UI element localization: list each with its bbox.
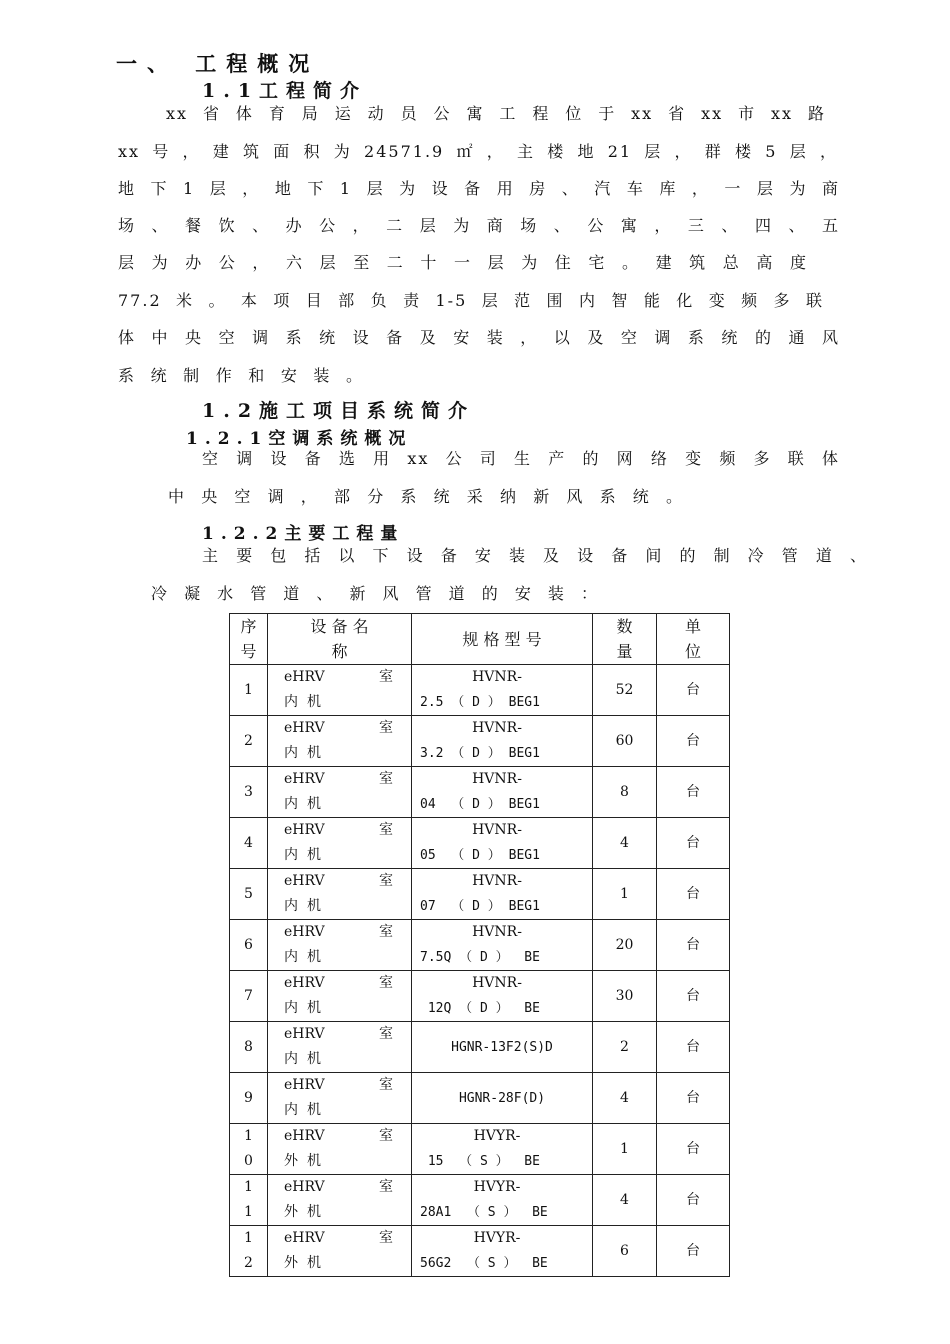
row-number-part: 1 (244, 1179, 253, 1195)
cell-no (230, 971, 268, 1022)
table-row (230, 1175, 730, 1226)
cell-name (268, 1124, 412, 1175)
table-row (230, 920, 730, 971)
device-kind-char: 室 (379, 1230, 393, 1246)
spec-model-suffix: 56G2 （ S ） BE (420, 1256, 548, 1271)
cell-spec (412, 716, 593, 767)
cell-no (230, 1175, 268, 1226)
cell-qty: 6 (593, 1226, 657, 1277)
header-spec: 规 格 型 号 (412, 614, 593, 665)
cell-unit: 台 (657, 716, 730, 767)
device-kind: 内机 (284, 898, 330, 914)
device-brand: eHRV (284, 1026, 325, 1042)
cell-name (268, 1175, 412, 1226)
device-kind: 内机 (284, 796, 330, 812)
device-kind: 外机 (284, 1153, 330, 1169)
intro-line: 77.2米。本项目部负责1-5层范围内智能化变频多联 (118, 291, 824, 310)
device-kind: 内机 (284, 949, 330, 965)
cell-qty: 2 (593, 1022, 657, 1073)
cell-spec (412, 818, 593, 869)
cell-spec (412, 1022, 593, 1073)
table-header-row (230, 614, 730, 665)
heading-construction-systems: 1.2施工项目系统简介 (202, 400, 476, 422)
table-row (230, 767, 730, 818)
intro-line: 层为办公，六层至二十一层为住宅。建筑总高度 (118, 253, 808, 272)
intro-line: 地下1层，地下1层为设备用房、汽车库，一层为商 (118, 179, 840, 198)
device-kind: 内机 (284, 1102, 330, 1118)
cell-unit: 台 (657, 971, 730, 1022)
device-kind: 内机 (284, 745, 330, 761)
spec-model-suffix: 7.5Q （ D ） BE (420, 950, 540, 965)
device-kind-char: 室 (379, 669, 393, 685)
ac-overview-line: 中央空调，部分系统采纳新风系统。 (168, 487, 684, 506)
device-kind: 外机 (284, 1255, 330, 1271)
spec-model-prefix: HVNR- (472, 975, 522, 991)
heading-project-intro: 1.1工程简介 (202, 80, 368, 102)
cell-spec (412, 767, 593, 818)
spec-model-suffix: 3.2 （ D ） BEG1 (420, 746, 540, 761)
cell-qty: 4 (593, 818, 657, 869)
device-brand: eHRV (284, 720, 325, 736)
cell-no (230, 920, 268, 971)
spec-model-suffix: 05 （ D ） BEG1 (420, 848, 540, 863)
cell-no (230, 1073, 268, 1124)
device-kind: 内机 (284, 847, 330, 863)
cell-spec (412, 665, 593, 716)
cell-qty: 60 (593, 716, 657, 767)
spec-model-prefix: HVNR- (472, 669, 522, 685)
spec-model-suffix: 2.5 （ D ） BEG1 (420, 695, 540, 710)
heading-ac-system-overview: 1.2.1空调系统概况 (186, 429, 413, 449)
table-row (230, 971, 730, 1022)
cell-name (268, 1022, 412, 1073)
row-number-part: 2 (244, 1255, 253, 1271)
row-number-part: 0 (244, 1153, 253, 1169)
spec-model-suffix: 15 （ S ） BE (420, 1154, 540, 1169)
device-kind-char: 室 (379, 771, 393, 787)
cell-qty: 52 (593, 665, 657, 716)
table-row (230, 1022, 730, 1073)
spec-model-prefix: HVNR- (472, 720, 522, 736)
cell-name (268, 767, 412, 818)
cell-unit: 台 (657, 1073, 730, 1124)
table-row (230, 716, 730, 767)
cell-no (230, 869, 268, 920)
row-number-part: 1 (244, 1230, 253, 1246)
row-number: 1 (244, 681, 253, 698)
device-brand: eHRV (284, 1230, 325, 1246)
cell-spec (412, 869, 593, 920)
row-number-part: 1 (244, 1128, 253, 1144)
device-kind-char: 室 (379, 822, 393, 838)
table-row (230, 1124, 730, 1175)
device-kind-char: 室 (379, 1026, 393, 1042)
intro-line: 系统制作和安装。 (118, 366, 364, 385)
cell-unit: 台 (657, 1124, 730, 1175)
cell-no (230, 1226, 268, 1277)
table-row (230, 818, 730, 869)
device-brand: eHRV (284, 873, 325, 889)
header-qty: 数 量 (593, 614, 657, 665)
device-kind-char: 室 (379, 720, 393, 736)
cell-name (268, 869, 412, 920)
intro-line: xx省体育局运动员公寓工程位于xx省xx市xx路 (166, 104, 826, 123)
cell-unit: 台 (657, 1226, 730, 1277)
cell-name (268, 1073, 412, 1124)
heading-main-quantities: 1.2.2主要工程量 (202, 524, 405, 544)
cell-name (268, 1226, 412, 1277)
cell-no (230, 716, 268, 767)
cell-name (268, 971, 412, 1022)
device-kind-char: 室 (379, 873, 393, 889)
table-row (230, 1073, 730, 1124)
spec-model-prefix: HVNR- (472, 924, 522, 940)
cell-no (230, 1022, 268, 1073)
device-brand: eHRV (284, 771, 325, 787)
table-body (230, 665, 730, 1277)
row-number: 9 (244, 1089, 253, 1106)
equipment-table (229, 613, 730, 1277)
spec-model-prefix: HVYR- (473, 1230, 521, 1246)
header-unit: 单 位 (657, 614, 730, 665)
cell-unit: 台 (657, 1175, 730, 1226)
table-row (230, 869, 730, 920)
row-number: 7 (244, 987, 253, 1004)
cell-spec (412, 1175, 593, 1226)
cell-name (268, 665, 412, 716)
cell-no (230, 1124, 268, 1175)
row-number: 8 (244, 1038, 253, 1055)
cell-qty: 1 (593, 1124, 657, 1175)
heading-project-overview: 一、 工程概况 (116, 51, 320, 76)
table-row (230, 665, 730, 716)
cell-name (268, 920, 412, 971)
cell-no (230, 665, 268, 716)
spec-model-prefix: HVYR- (473, 1179, 521, 1195)
device-kind: 内机 (284, 1051, 330, 1067)
header-name: 设 备 名 称 (268, 614, 412, 665)
device-kind: 内机 (284, 694, 330, 710)
cell-qty: 1 (593, 869, 657, 920)
device-brand: eHRV (284, 1179, 325, 1195)
device-kind: 内机 (284, 1000, 330, 1016)
spec-model-suffix: 28A1 （ S ） BE (420, 1205, 548, 1220)
cell-unit: 台 (657, 869, 730, 920)
cell-name (268, 716, 412, 767)
cell-spec (412, 920, 593, 971)
spec-model-suffix: 07 （ D ） BEG1 (420, 899, 540, 914)
cell-unit: 台 (657, 920, 730, 971)
row-number-part: 1 (244, 1204, 253, 1220)
row-number: 2 (244, 732, 253, 749)
spec-model-prefix: HVNR- (472, 873, 522, 889)
device-kind-char: 室 (379, 1128, 393, 1144)
cell-qty: 20 (593, 920, 657, 971)
spec-model-suffix: 04 （ D ） BEG1 (420, 797, 540, 812)
row-number: 5 (244, 885, 253, 902)
cell-qty: 30 (593, 971, 657, 1022)
header-no: 序 号 (230, 614, 268, 665)
device-kind-char: 室 (379, 1077, 393, 1093)
ac-overview-line: 空调设备选用xx公司生产的网络变频多联体 (202, 449, 840, 468)
device-kind-char: 室 (379, 1179, 393, 1195)
cell-no (230, 767, 268, 818)
row-number: 3 (244, 783, 253, 800)
spec-model: HGNR-28F(D) (458, 1090, 546, 1106)
cell-no (230, 818, 268, 869)
cell-qty: 4 (593, 1175, 657, 1226)
cell-spec (412, 971, 593, 1022)
cell-spec (412, 1124, 593, 1175)
cell-spec (412, 1073, 593, 1124)
cell-name (268, 818, 412, 869)
cell-unit: 台 (657, 818, 730, 869)
spec-model-prefix: HVYR- (473, 1128, 521, 1144)
spec-model-suffix: 12Q （ D ） BE (420, 1001, 540, 1016)
device-brand: eHRV (284, 1128, 325, 1144)
quantities-line: 主要包括以下设备安装及设备间的制冷管道、 (202, 546, 868, 565)
device-brand: eHRV (284, 669, 325, 685)
device-kind-char: 室 (379, 975, 393, 991)
cell-qty: 8 (593, 767, 657, 818)
spec-model-prefix: HVNR- (472, 822, 522, 838)
intro-line: 体中央空调系统设备及安装，以及空调系统的通风 (118, 328, 840, 347)
intro-line: 场、餐饮、办公，二层为商场、公寓，三、四、五 (118, 216, 840, 235)
device-kind: 外机 (284, 1204, 330, 1220)
table-row (230, 1226, 730, 1277)
row-number: 6 (244, 936, 253, 953)
device-kind-char: 室 (379, 924, 393, 940)
cell-spec (412, 1226, 593, 1277)
device-brand: eHRV (284, 975, 325, 991)
row-number: 4 (244, 834, 253, 851)
device-brand: eHRV (284, 1077, 325, 1093)
cell-unit: 台 (657, 1022, 730, 1073)
device-brand: eHRV (284, 924, 325, 940)
quantities-line: 冷凝水管道、新风管道的安装： (151, 584, 599, 603)
cell-qty: 4 (593, 1073, 657, 1124)
intro-line: xx号，建筑面积为24571.9㎡，主楼地21层，群楼5层， (118, 142, 838, 161)
cell-unit: 台 (657, 767, 730, 818)
spec-model-prefix: HVNR- (472, 771, 522, 787)
device-brand: eHRV (284, 822, 325, 838)
spec-model: HGNR-13F2(S)D (451, 1039, 553, 1055)
cell-unit: 台 (657, 665, 730, 716)
